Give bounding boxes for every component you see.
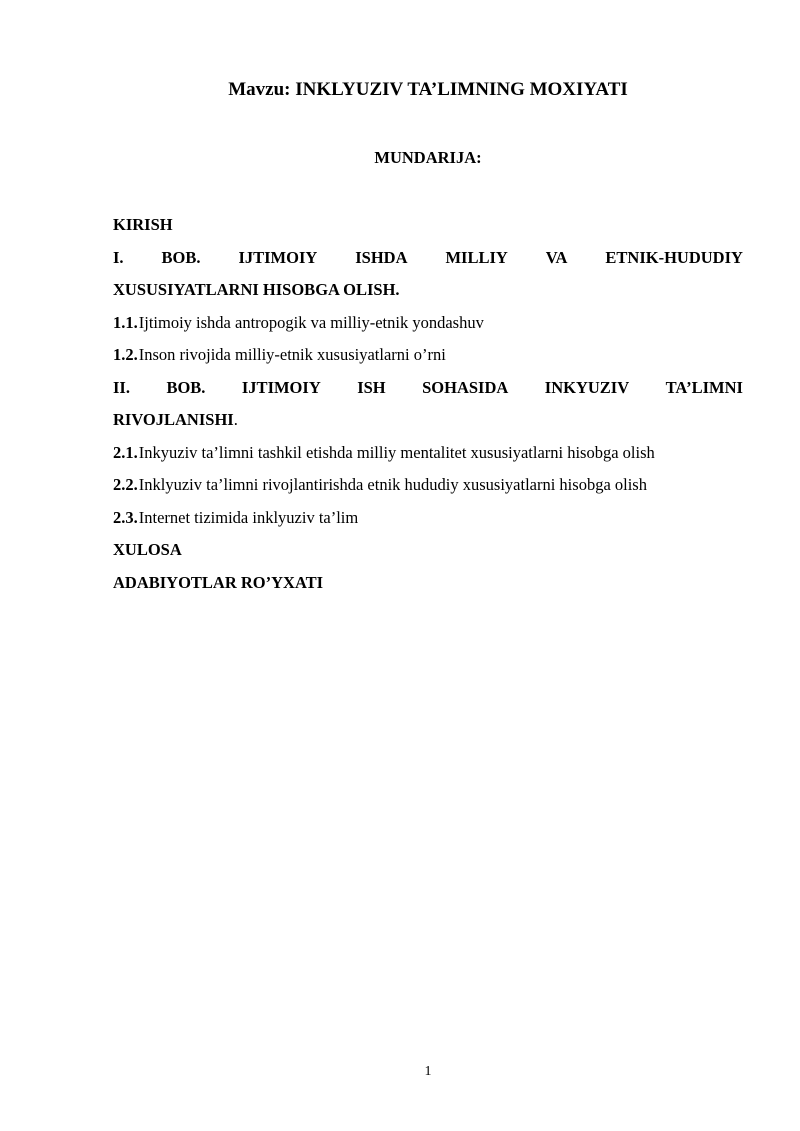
toc-chapter-2-period: . [233,410,238,429]
table-of-contents [113,209,743,599]
toc-chapter-1-word: VA [545,247,568,267]
toc-item-text: Ijtimoiy ishda antropogik va milliy-etnik yondashuv [138,312,484,332]
toc-item-text: Inson rivojida milliy-etnik xususiyatlarni o’rni [138,345,446,364]
toc-chapter-1-continuation: XUSUSIYATLARNI HISOBGA OLISH. [113,280,400,299]
toc-chapter-1-word: BOB. [161,247,201,267]
toc-chapter-1-word: MILLIY [445,247,508,267]
toc-chapter-2-word: IJTIMOIY [241,377,321,397]
toc-chapter-1-word: ETNIK-HUDUDIY [605,247,743,267]
toc-chapter-1-word: ISHDA [355,247,408,267]
toc-item-2-3 [113,502,743,535]
toc-item-2-2 [113,469,743,502]
toc-heading: MUNDARIJA: [374,148,482,167]
toc-references: ADABIYOTLAR RO’YXATI [113,572,324,592]
toc-item-2-1 [113,437,743,470]
toc-item-number: 2.1. [113,442,138,462]
toc-chapter-1-word: IJTIMOIY [238,247,318,267]
toc-chapter-2-continuation [113,404,743,437]
toc-intro: KIRISH [113,215,173,234]
toc-conclusion: XULOSA [113,540,182,559]
toc-chapter-1-word: I. [113,247,124,267]
toc-chapter-2-continuation-text: RIVOJLANISHI [113,410,234,429]
page-number: 1 [424,1064,432,1079]
toc-chapter-2-word: ISH [357,377,386,397]
toc-chapter-2-word: INKYUZIV [544,377,630,397]
toc-chapter-1-heading [113,242,743,275]
toc-item-1-1 [113,307,743,340]
toc-chapter-2-word: II. [113,377,130,397]
toc-chapter-2-word: SOHASIDA [422,377,509,397]
toc-item-text: Inkyuziv ta’limni tashkil etishda milliy mentalitet xususiyatlarni hisobga olish [138,442,655,462]
toc-chapter-2-word: BOB. [166,377,206,397]
toc-item-1-2 [113,339,743,372]
toc-item-text: Internet tizimida inklyuziv ta’lim [138,507,359,527]
toc-item-number: 2.3. [113,507,138,527]
document-title: Mavzu: INKLYUZIV TA’LIMNING MOXIYATI [228,79,628,100]
toc-item-text: Inklyuziv ta’limni rivojlantirishda etnik hududiy xususiyatlarni hisobga olish [138,475,647,494]
toc-item-number: 1.1. [113,312,138,332]
toc-item-number: 1.2. [113,345,138,364]
toc-item-number: 2.2. [113,475,138,494]
toc-chapter-2-heading [113,372,743,405]
toc-chapter-2-word: TA’LIMNI [665,377,743,397]
